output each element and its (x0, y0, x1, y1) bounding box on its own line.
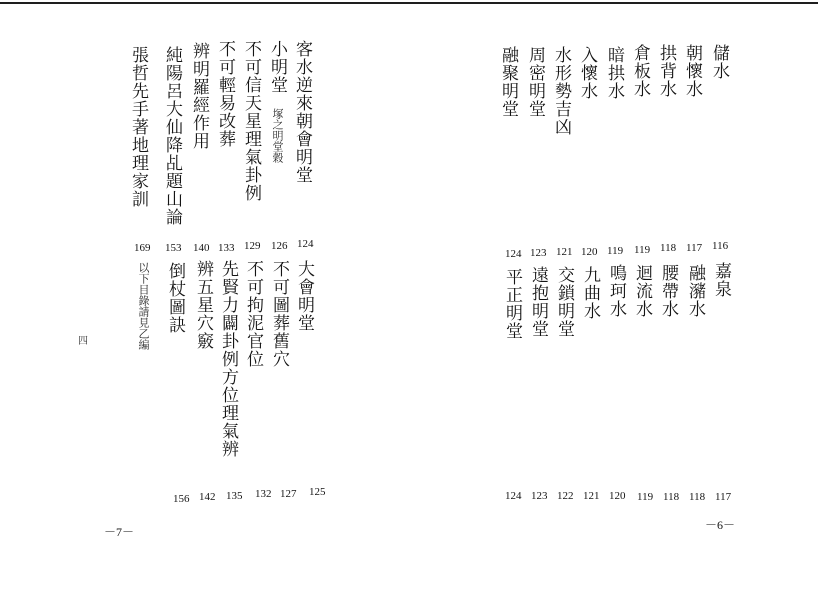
page-number: 120 (609, 490, 626, 502)
toc-entry: 遠抱明堂 (528, 266, 548, 338)
page-number: 121 (556, 246, 573, 258)
toc-entry: 不可輕易改葬 (215, 40, 235, 148)
toc-entry: 融聚明堂 (498, 46, 518, 118)
page-number: 126 (271, 240, 288, 252)
toc-entry: 辨五星穴竅 (193, 260, 213, 350)
toc-entry: 客水逆來朝會明堂 (292, 40, 312, 184)
toc-entry: 暗拱水 (604, 46, 624, 100)
page-folio: －7－ (104, 525, 135, 539)
page-number: 135 (226, 490, 243, 502)
toc-entry: 鳴珂水 (606, 264, 626, 318)
page-number: 124 (505, 248, 522, 260)
page-folio: －6－ (705, 518, 736, 532)
page-number: 117 (715, 491, 732, 503)
page-number: 125 (309, 486, 326, 498)
toc-entry: 倉板水 (630, 44, 650, 98)
toc-entry: 張哲先手著地理家訓 (128, 46, 148, 208)
toc-entry: 腰帶水 (658, 264, 678, 318)
toc-entry: 融瀦水 (685, 264, 705, 318)
toc-note: 以下目錄請見乙編 (137, 262, 150, 350)
toc-entry: 不可拘泥官位 (243, 260, 263, 368)
page-number: 153 (165, 242, 182, 254)
page-number: 116 (712, 240, 729, 252)
toc-entry: 大會明堂 (294, 260, 314, 332)
right-page (409, 0, 818, 596)
page-number: 156 (173, 493, 190, 505)
page-number: 120 (581, 246, 598, 258)
toc-entry: 小明堂 (267, 40, 287, 94)
toc-entry: 不可信天星理氣卦例 (241, 40, 261, 202)
toc-entry: 倒杖圖訣 (165, 262, 185, 334)
page-number: 169 (134, 242, 151, 254)
toc-note: 塚之明堂穀 (271, 108, 284, 163)
page-number: 118 (660, 242, 677, 254)
page-number: 129 (244, 240, 261, 252)
page-number: 123 (531, 490, 548, 502)
toc-entry: 迴流水 (632, 264, 652, 318)
toc-entry: 先賢力闢卦例方位理氣辨 (218, 260, 238, 458)
page-number: 119 (634, 244, 651, 256)
toc-entry: 交鎖明堂 (554, 266, 574, 338)
page-number: 132 (255, 488, 272, 500)
page-number: 124 (505, 490, 522, 502)
toc-entry: 嘉泉 (711, 262, 731, 298)
page-number: 121 (583, 490, 600, 502)
page-number: 142 (199, 491, 216, 503)
toc-entry: 朝懷水 (682, 44, 702, 98)
page-number: 119 (607, 245, 624, 257)
page-number: 119 (637, 491, 654, 503)
toc-entry: 儲水 (709, 44, 729, 80)
margin-mark: 四 (78, 336, 88, 347)
toc-entry: 不可圖葬舊穴 (269, 260, 289, 368)
page-number: 127 (280, 488, 297, 500)
page-number: 123 (530, 247, 547, 259)
page-number: 118 (689, 491, 706, 503)
toc-entry: 水形勢吉凶 (551, 46, 571, 136)
page-number: 124 (297, 238, 314, 250)
toc-entry: 純陽呂大仙降乩題山論 (162, 46, 182, 226)
page-number: 122 (557, 490, 574, 502)
page-number: 118 (663, 491, 680, 503)
page-number: 140 (193, 242, 210, 254)
toc-entry: 平正明堂 (502, 268, 522, 340)
page-number: 117 (686, 242, 703, 254)
toc-entry: 九曲水 (580, 266, 600, 320)
toc-entry: 入懷水 (577, 46, 597, 100)
toc-entry: 周密明堂 (525, 46, 545, 118)
page-number: 133 (218, 242, 235, 254)
toc-entry: 辨明羅經作用 (189, 42, 209, 150)
toc-entry: 拱背水 (656, 44, 676, 98)
